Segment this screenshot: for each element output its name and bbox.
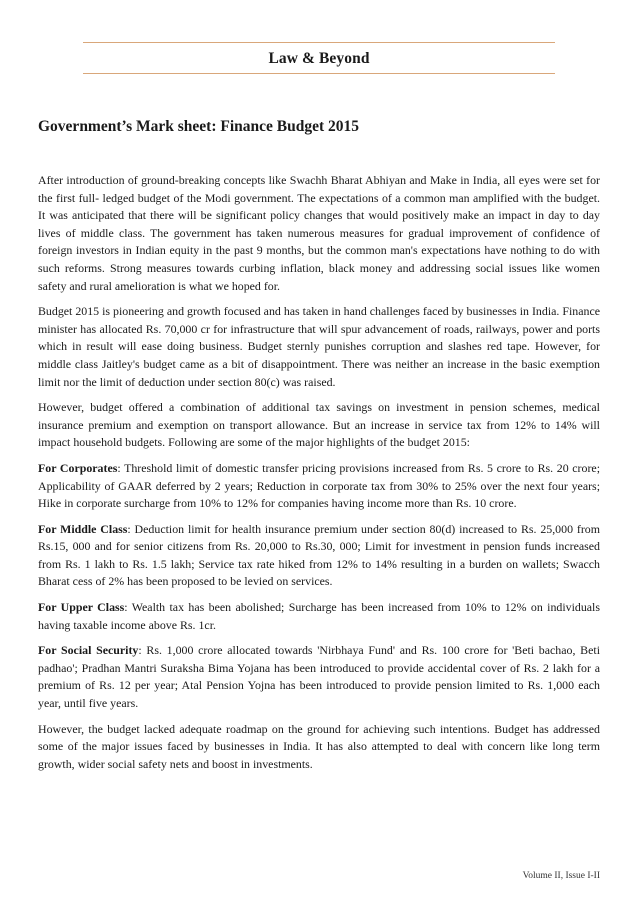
header-rule-bottom xyxy=(83,73,555,74)
paragraph-corporates: For Corporates: Threshold limit of domestic transfer pricing provisions increased from Rs. 5 crore to Rs. 20 crore; Applicability of GAAR deferred by 2 years; Reduction in corporate tax from 30% to 25% over the next four years; Hike in corporate surcharge from 10% to 12% for companies having income more than Rs. 10 crore. xyxy=(38,460,601,511)
paragraph-middle-class: For Middle Class: Deduction limit for health insurance premium under section 80(d) increased to Rs. 25,000 from Rs.15, 000 and for senior citizens from Rs. 20,000 to Rs.30, 000; Limit for investment in pension funds increased from Rs. 1 lakh to Rs. 1.5 lakh; Service tax rate hiked from 12% to 14% resulting in a burden on wallets; Swacch Bharat cess of 2% has been proposed to be levied on services. xyxy=(38,521,600,589)
paragraph-budget-overview: Budget 2015 is pioneering and growth focused and has taken in hand challenges faced by businesses in India. Finance minister has allocated Rs. 70,000 cr for infrastructure that will spur advancement of roads, railways, power and ports which in result will ease doing business. Budget sternly punishes corruption and slashes red tape. However, for middle class Jaitley's budget came as a bit of disappointment. There was neither an increase in the basic exemption limit nor the limit of deduction under section 80(c) was raised. xyxy=(38,304,600,389)
section-label-upper-class: For Upper Class xyxy=(38,600,125,615)
paragraph-highlights-intro: However, budget offered a combination of additional tax savings on investment in pension schemes, medical insurance premium and exemption on transport allowance. But an increase in service tax from 12% to 14% will impact household budgets. Following are some of the major highlights of the budget 2015: xyxy=(38,400,600,450)
header-rule-top xyxy=(83,42,555,43)
section-label-corporates: For Corporates xyxy=(38,460,118,475)
journal-title: Law & Beyond xyxy=(268,50,370,67)
paragraph-intro: After introduction of ground-breaking concepts like Swachh Bharat Abhiyan and Make in India, all eyes were set for the first full- ledged budget of the Modi government. The expectations of a common man amplified with the budget. It was anticipated that there will be significant policy changes that would positively make an impact in day to day lives of middle class. The government has taken numerous measures for gradual improvement of confidence of foreign investors in Indian equity in the past 9 months, but the common man's expectations have nothing to do with such reforms. Strong measures towards curbing inflation, black money and addressing social issues like women safety and rural amelioration is what we hoped for. xyxy=(38,173,600,293)
section-label-social-security: For Social Security xyxy=(38,643,139,658)
section-label-middle-class: For Middle Class xyxy=(38,521,128,536)
paragraph-social-security: For Social Security: Rs. 1,000 crore allocated towards 'Nirbhaya Fund' and Rs. 100 crore for 'Beti bachao, Beti padhao'; Pradhan Mantri Suraksha Bima Yojana has been introduced to provide accidental cover of Rs. 2 lakh for a premium of Rs. 12 per year; Atal Pension Yojna has been introduced to provide pension limited to Rs. 1,000 each year, until five years. xyxy=(38,643,600,711)
article-body xyxy=(38,172,600,781)
paragraph-upper-class: For Upper Class: Wealth tax has been abolished; Surcharge has been increased from 10% to 12% on individuals having taxable income above Rs. 1cr. xyxy=(38,600,600,632)
article-title: Government’s Mark sheet: Finance Budget 2015 xyxy=(38,118,360,135)
paragraph-conclusion: However, the budget lacked adequate roadmap on the ground for achieving such intentions. Budget has addressed some of the major issues faced by businesses in India. It has also attempted to deal with concern like long term growth, wider social safety nets and boost in investments. xyxy=(38,721,600,771)
issue-footer: Volume II, Issue I-II xyxy=(522,871,600,881)
